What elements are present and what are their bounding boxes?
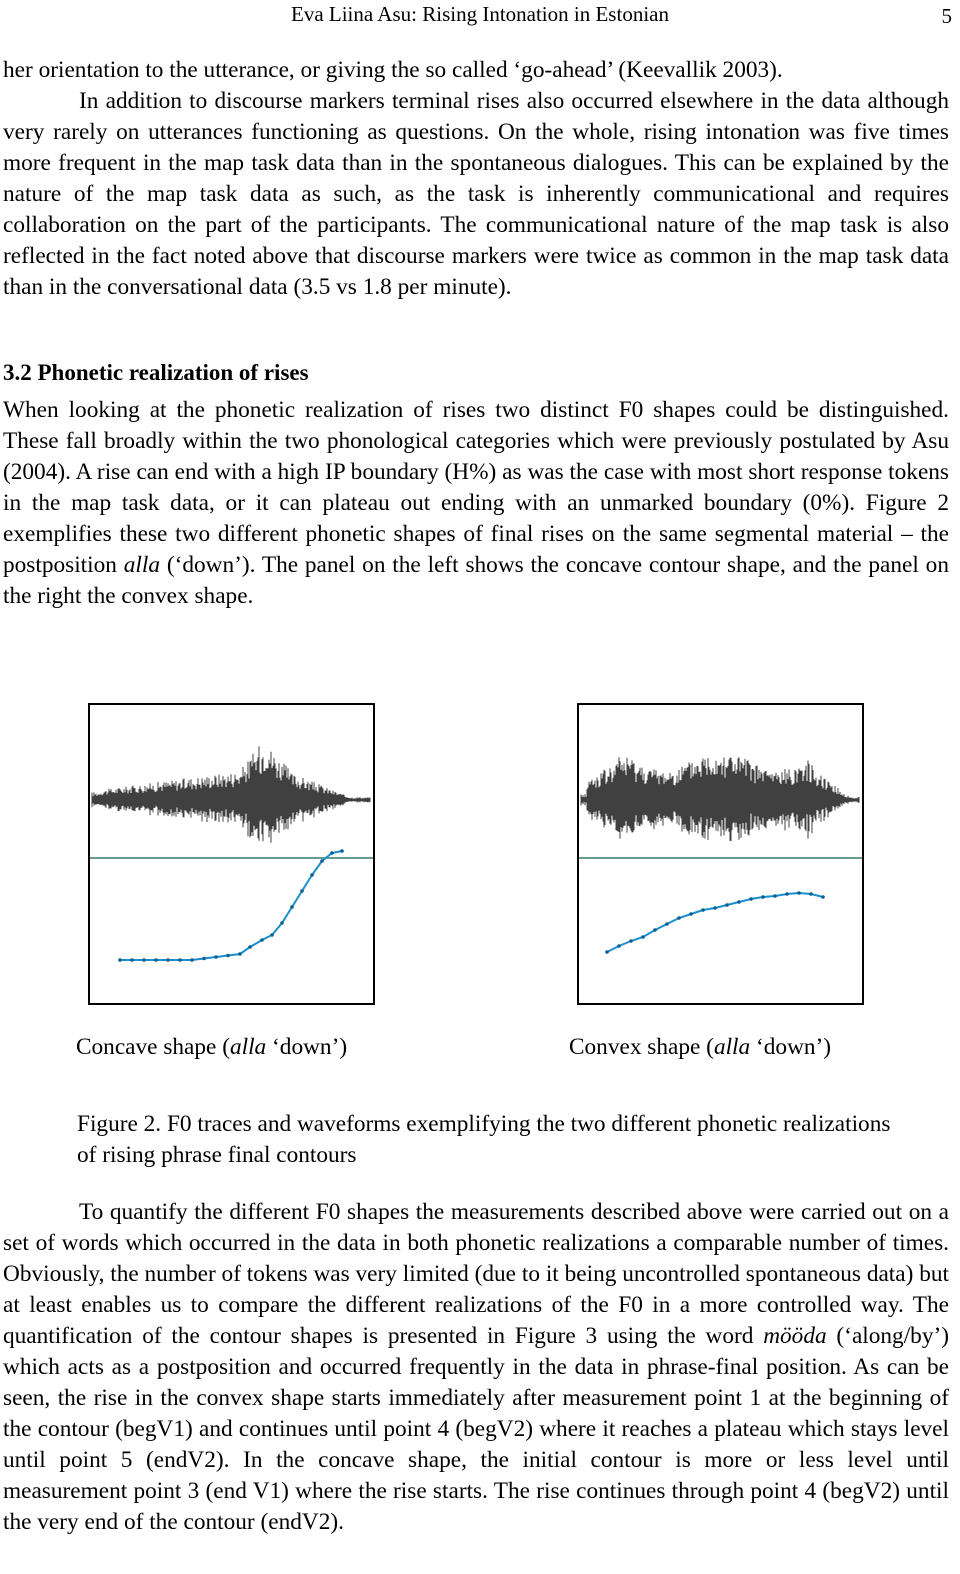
section-text-part2: (‘down’). The panel on the left shows the concave contour shape, and the panel on the right the convex shape.: [3, 552, 949, 609]
f0-point: [689, 912, 693, 916]
f0-point: [737, 900, 741, 904]
concave-plot: [90, 705, 373, 1003]
f0-point: [142, 958, 146, 962]
f0-point: [605, 950, 609, 954]
f0-line: [120, 851, 342, 960]
waveform-path: [92, 746, 370, 842]
running-title: Eva Liina Asu: Rising Intonation in Estonian: [291, 2, 669, 26]
f0-point: [214, 955, 218, 959]
page-number: 5: [941, 4, 952, 28]
figure-caption: Figure 2. F0 traces and waveforms exemplifying the two different phonetic realizations of rising phrase final contours: [77, 1111, 891, 1168]
f0-point: [320, 859, 324, 863]
convex-plot: [579, 705, 862, 1003]
convex-caption: Convex shape (alla ‘down’): [569, 1034, 832, 1060]
f0-point: [166, 958, 170, 962]
f0-point: [202, 957, 206, 961]
f0-point: [773, 894, 777, 898]
f0-point: [821, 895, 825, 899]
figure-panel-concave: [88, 703, 375, 1005]
concave-caption: Concave shape (alla ‘down’): [76, 1034, 348, 1060]
f0-point: [178, 958, 182, 962]
intro-paragraph-1: her orientation to the utterance, or giving the so called ‘go-ahead’ (Keevallik 2003).: [3, 57, 783, 83]
f0-point: [238, 952, 242, 956]
convex-waveform: [581, 757, 859, 841]
intro-paragraph-2: In addition to discourse markers terminal rises also occurred elsewhere in the data although very rarely on utterances functioning as questions. On the whole, rising intonation was five times more frequent in the map task data than in the spontaneous dialogues. This can be explained by the nature of the map task data as such, as the task is inherently communicational and requires collaboration on the part of the participants. The communicational nature of the map task is also reflected in the fact noted above that discourse markers were twice as common in the map task data than in the conversational data (3.5 vs 1.8 per minute).: [3, 88, 949, 300]
f0-point: [290, 905, 294, 909]
section-heading: 3.2 Phonetic realization of rises: [3, 360, 309, 385]
f0-point: [677, 916, 681, 920]
convex-f0-trace: [605, 891, 825, 954]
f0-point: [641, 935, 645, 939]
f0-point: [629, 939, 633, 943]
f0-point: [130, 958, 134, 962]
section-text-part1: When looking at the phonetic realization of rises two distinct F0 shapes could be distinguished. These fall broadly within the two phonological categories which were previously postulated by Asu (2004). A rise can end with a high IP boundary (H%) as was the case with most short response tokens in the map task data, or it can plateau out ending with an unmarked boundary (0%). Figure 2 exemplifies these two different phonetic shapes of final rises on the same segmental material – the postposition: [3, 397, 949, 578]
f0-point: [340, 849, 344, 853]
section-paragraph: [3, 395, 949, 612]
f0-point: [118, 958, 122, 962]
running-header: [0, 0, 960, 30]
f0-point: [190, 958, 194, 962]
f0-point: [617, 944, 621, 948]
section-text-italic: alla: [123, 552, 160, 578]
f0-point: [653, 928, 657, 932]
closing-text-part1: To quantify the different F0 shapes the measurements described above were carried out on a set of words which occurred in the data in both phonetic realizations a comparable number of times. Obviously, the number of tokens was very limited (due to it being uncontrolled spontaneous data) but at least enables us to compare the different realizations of the F0 in a more controlled way. The quantification of the contour shapes is presented in Figure 3 using the word: [3, 1199, 949, 1349]
f0-point: [713, 906, 717, 910]
f0-point: [260, 938, 264, 942]
f0-point: [300, 889, 304, 893]
f0-point: [797, 891, 801, 895]
concave-waveform: [92, 746, 370, 842]
f0-point: [270, 933, 274, 937]
f0-point: [280, 921, 284, 925]
f0-point: [330, 851, 334, 855]
f0-point: [809, 892, 813, 896]
f0-point: [749, 897, 753, 901]
f0-point: [761, 895, 765, 899]
f0-point: [725, 903, 729, 907]
f0-point: [154, 958, 158, 962]
f0-point: [785, 892, 789, 896]
f0-point: [248, 945, 252, 949]
f0-point: [310, 873, 314, 877]
closing-paragraph: [3, 1197, 949, 1538]
waveform-path: [581, 757, 859, 841]
f0-line: [607, 893, 823, 952]
closing-text-part2: (‘along/by’) which acts as a postposition and occurred frequently in the data in phrase-final position. As can be seen, the rise in the convex shape starts immediately after measurement point 1 at the beginning of the contour (begV1) and continues until point 4 (begV2) where it reaches a plateau which stays level until point 5 (endV2). In the concave shape, the initial contour is more or less level until measurement point 3 (end V1) where the rise starts. The rise continues through point 4 (begV2) until the very end of the contour (endV2).: [3, 1323, 949, 1535]
f0-point: [701, 908, 705, 912]
concave-f0-trace: [118, 849, 344, 962]
figure-panel-convex: [577, 703, 864, 1005]
closing-text-italic: mööda: [763, 1323, 827, 1349]
intro-text: [3, 55, 949, 303]
f0-point: [665, 922, 669, 926]
f0-point: [226, 954, 230, 958]
